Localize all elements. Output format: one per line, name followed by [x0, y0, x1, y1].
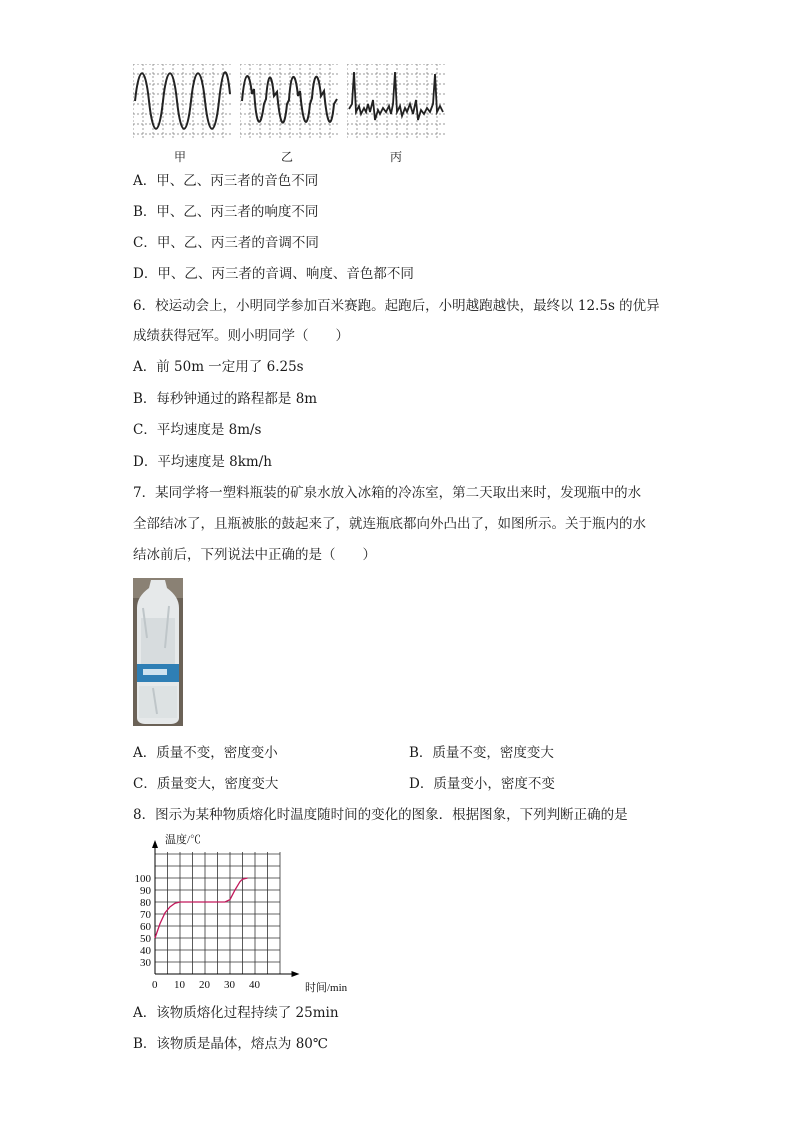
melting-curve-chart [133, 828, 363, 998]
q8-stem: 8．图示为某种物质熔化时温度随时间的变化的图象．根据图象，下列判断正确的是 [133, 807, 628, 823]
y-tick-label: 40 [140, 945, 151, 957]
y-axis-arrow [152, 840, 158, 848]
waveform-label-jia: 甲 [174, 150, 187, 164]
q6-option-b: B．每秒钟通过的路程都是 8m [133, 391, 318, 407]
waveform-figure-jia [133, 64, 231, 142]
x-axis-arrow [292, 971, 300, 977]
temperature-series-line [155, 878, 248, 938]
waveform-label-yi: 乙 [281, 150, 294, 164]
y-tick-label: 90 [140, 885, 151, 897]
q6-option-d: D．平均速度是 8km/h [133, 454, 272, 470]
waveform-figure-yi [240, 64, 338, 142]
chart-ticks [135, 873, 261, 991]
chart-axes [152, 840, 300, 977]
q7-option-c: C．质量变大，密度变大 [133, 776, 279, 792]
x-tick-label: 40 [249, 979, 260, 991]
frozen-bottle-photo [133, 578, 183, 726]
waveform-figure-bing [347, 64, 445, 142]
q7-stem-line3: 结冰前后，下列说法中正确的是（ ） [133, 547, 376, 563]
q7-option-d: D．质量变小，密度不变 [409, 776, 555, 792]
y-tick-label: 80 [140, 897, 151, 909]
waveform-label-bing: 丙 [390, 150, 403, 164]
y-tick-label: 100 [134, 873, 151, 885]
x-tick-label: 30 [224, 979, 235, 991]
x-tick-label: 0 [152, 979, 158, 991]
q7-stem-line1: 7．某同学将一塑料瓶装的矿泉水放入冰箱的冷冻室，第二天取出来时，发现瓶中的水 [133, 485, 642, 501]
q6-stem-line2: 成绩获得冠军。则小明同学（ ） [133, 328, 349, 344]
q8-option-a: A．该物质熔化过程持续了 25min [133, 1005, 339, 1021]
q7-option-a: A．质量不变，密度变小 [133, 745, 278, 761]
q5-option-a: A．甲、乙、丙三者的音色不同 [133, 173, 319, 189]
x-tick-label: 20 [199, 979, 210, 991]
q7-option-b: B．质量不变，密度变大 [409, 745, 554, 761]
q6-option-c: C．平均速度是 8m/s [133, 422, 262, 438]
q5-option-d: D．甲、乙、丙三者的音调、响度、音色都不同 [133, 266, 414, 282]
y-tick-label: 70 [140, 909, 151, 921]
q5-option-b: B．甲、乙、丙三者的响度不同 [133, 204, 319, 220]
q6-stem-line1: 6．校运动会上，小明同学参加百米赛跑。起跑后，小明越跑越快，最终以 12.5s 的优异 [133, 298, 660, 314]
y-tick-label: 60 [140, 921, 151, 933]
x-axis-label: 时间/min [305, 982, 348, 994]
y-tick-label: 30 [140, 957, 151, 969]
x-tick-label: 10 [174, 979, 185, 991]
q6-option-a: A．前 50m 一定用了 6.25s [133, 359, 304, 375]
q8-option-b: B．该物质是晶体，熔点为 80℃ [133, 1036, 328, 1052]
y-tick-label: 50 [140, 933, 151, 945]
q5-option-c: C．甲、乙、丙三者的音调不同 [133, 235, 319, 251]
chart-grid [155, 852, 280, 974]
q7-stem-line2: 全部结冰了，且瓶被胀的鼓起来了，就连瓶底都向外凸出了，如图所示。关于瓶内的水 [133, 516, 646, 532]
y-axis-label: 温度/℃ [165, 834, 202, 846]
